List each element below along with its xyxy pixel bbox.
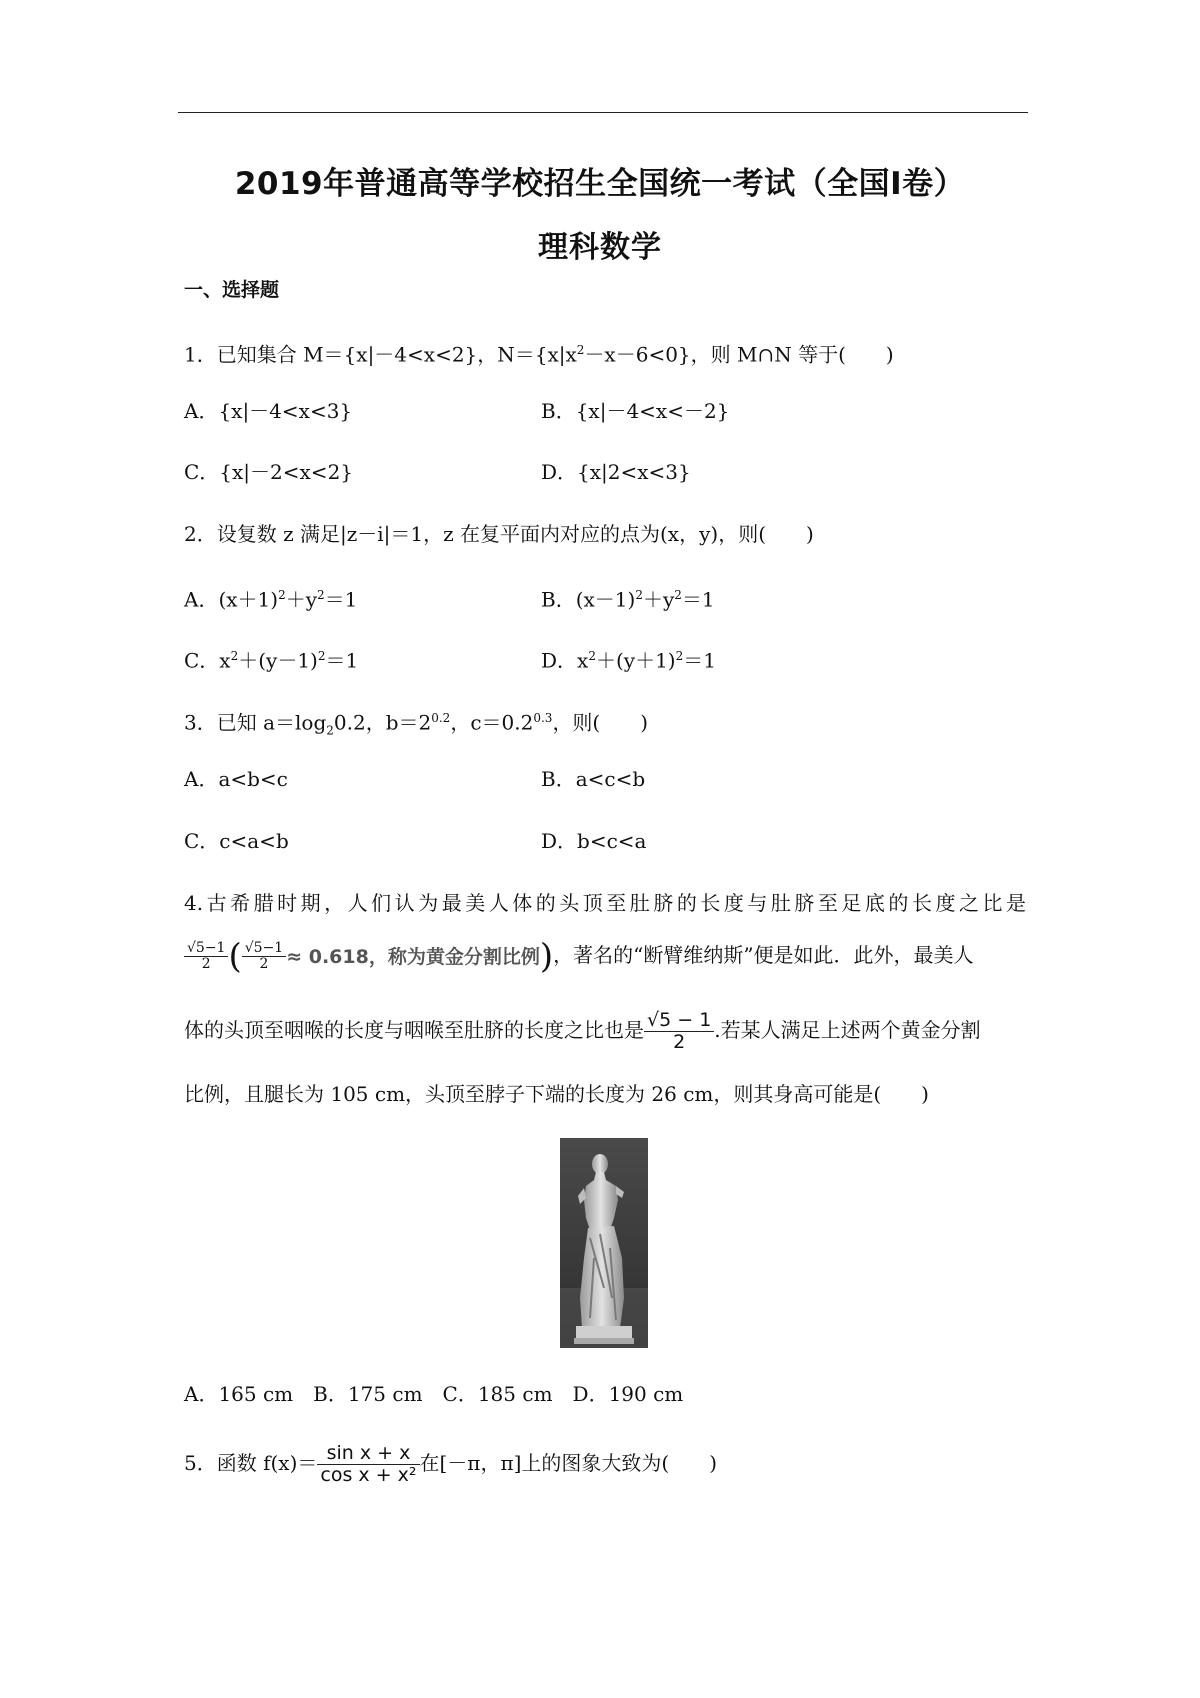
page-title: 2019年普通高等学校招生全国统一考试（全国Ⅰ卷）	[234, 166, 966, 202]
q2-option-a: A．$(x+1)^2+y^2=1$	[184, 587, 358, 612]
golden-ratio-note: ≈ 0.618，称为黄金分割比例	[286, 945, 540, 968]
q2-option-d: D．$x^2+(y+1)^2=1$	[541, 648, 716, 673]
q4-options: A．165 cm B．175 cm C．185 cm D．190 cm	[184, 1382, 684, 1406]
q3-option-c: C．c<a<b	[184, 829, 289, 853]
question-5: 5．函数 f(x)＝ $\frac{\text{sin x + x}}{\text{cos x + x²}}$ 在[－π，π]上的图象大致为( )	[184, 1442, 717, 1486]
q2-option-b: B．$(x-1)^2+y^2=1$	[541, 587, 715, 612]
q1-option-a: A．{x|－4<x<3}	[184, 399, 353, 423]
venus-de-milo-statue-image	[560, 1138, 648, 1348]
golden-ratio-fraction-inner: $\frac{√5-1}{2}$	[242, 941, 286, 973]
question-4-line-4: 比例，且腿长为 105 cm，头顶至脖子下端的长度为 26 cm，则其身高可能是( )	[184, 1082, 929, 1106]
question-4-line-2: $\frac{√5-1}{2}$ ( $\frac{√5-1}{2}$ ≈ 0.618，称为黄金分割比例)，著名的“断臂维纳斯”便是如此．此外，最美人	[184, 935, 1026, 977]
q3-option-d: D．b<c<a	[541, 829, 647, 853]
page-subtitle: 理科数学	[538, 230, 662, 265]
q1-option-d: D．{x|2<x<3}	[541, 460, 691, 484]
q1-option-b: B．{x|－4<x<－2}	[541, 399, 730, 423]
question-2: 2．设复数 z 满足|z－i|＝1，z 在复平面内对应的点为(x，y)，则( )	[184, 522, 814, 546]
function-fraction: $\frac{\text{sin x + x}}{\text{cos x + x²}}$	[317, 1443, 419, 1486]
question-4-line-1: 4.古希腊时期，人们认为最美人体的头顶至肚脐的长度与肚脐至足底的长度之比是	[184, 891, 1026, 915]
q3-option-a: A．a<b<c	[184, 767, 288, 791]
question-1: 1．已知集合 M＝{x|－4<x<2}，$N=\{x|x^2-x-6<0\}$，则 M∩N 等于( )	[184, 342, 894, 367]
section-heading: 一、选择题	[184, 279, 280, 301]
header-rule	[178, 112, 1028, 113]
q1-option-c: C．{x|－2<x<2}	[184, 460, 354, 484]
question-3: 3．已知 $a=\log_20.2$，$b=2^{0.2}$，$c=0.2^{0.3}$，则( )	[184, 710, 649, 738]
ratio-fraction: $\frac{√5 - 1}{2}$	[644, 1010, 714, 1053]
golden-ratio-fraction: $\frac{√5-1}{2}$	[184, 941, 228, 973]
question-4-line-3: 体的头顶至咽喉的长度与咽喉至肚脐的长度之比也是 $\frac{√5 - 1}{2}$ .若某人满足上述两个黄金分割	[184, 1009, 981, 1053]
q3-option-b: B．a<c<b	[541, 767, 646, 791]
q2-option-c: C．$x^2+(y-1)^2=1$	[184, 648, 359, 673]
